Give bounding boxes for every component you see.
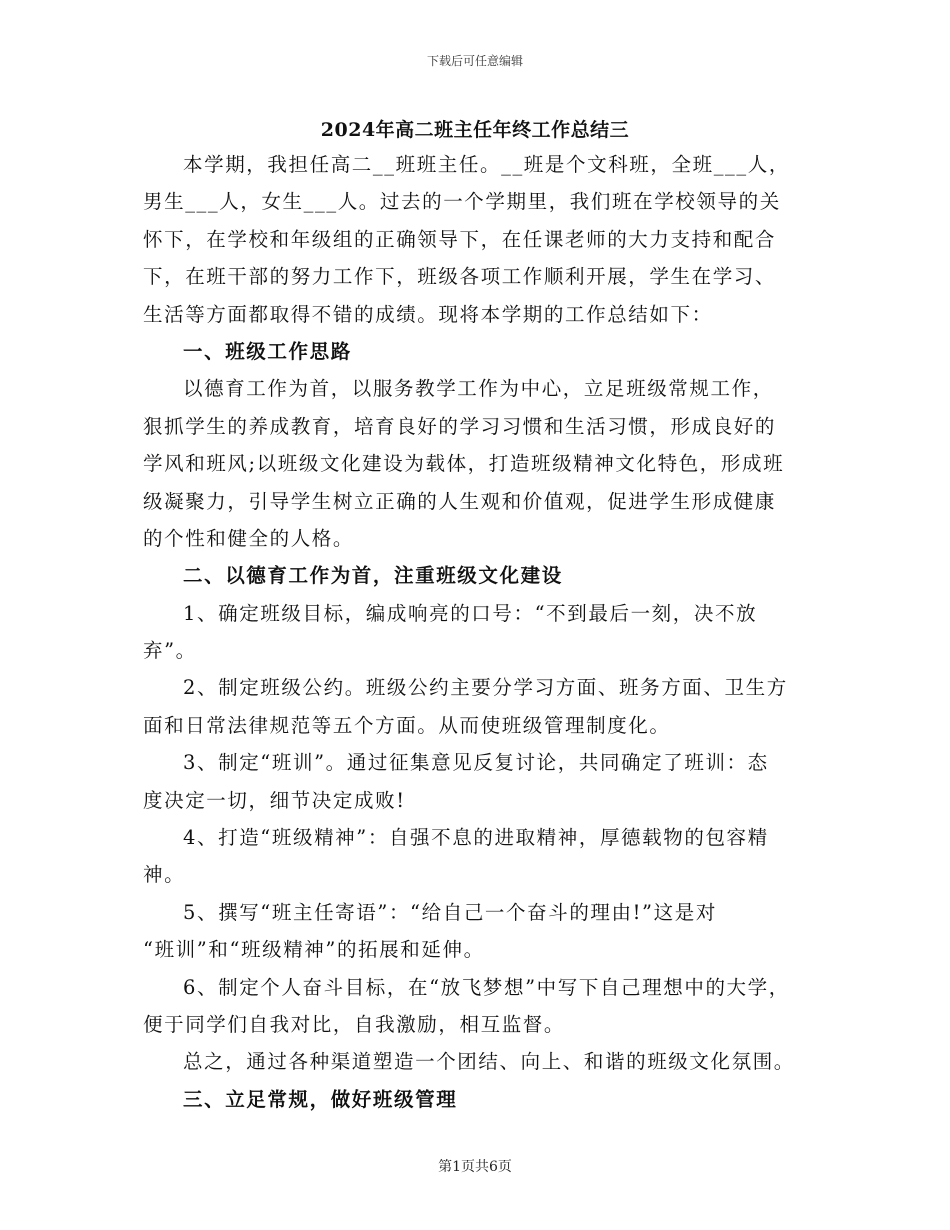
paragraph-line: 便于同学们自我对比，自我激励，相互监督。 [143,1012,566,1036]
section-heading: 三、立足常规，做好班级管理 [183,1087,458,1111]
page-footer: 第1页共6页 [438,1159,512,1175]
paragraph-line: 4、打造“班级精神”：自强不息的进取精神，厚德载物的包容精 [183,826,769,850]
paragraph-line: 度决定一切，细节决定成败! [143,788,406,812]
paragraph-line: 6、制定个人奋斗目标，在“放飞梦想”中写下自己理想中的大学， [183,975,790,999]
section-heading: 一、班级工作思路 [183,339,352,363]
paragraph-line: 的个性和健全的人格。 [143,526,355,550]
page-header: 下载后可任意编辑 [426,54,523,68]
paragraph-line: 2、制定班级公约。班级公约主要分学习方面、班务方面、卫生方 [183,676,788,700]
section-heading: 二、以德育工作为首，注重班级文化建设 [183,564,563,588]
document-body [143,146,823,1118]
paragraph-line: 弃”。 [143,639,197,663]
paragraph-line: 学风和班风;以班级文化建设为载体，打造班级精神文化特色，形成班 [143,452,785,476]
paragraph-line: 狠抓学生的养成教育，培育良好的学习习惯和生活习惯，形成良好的 [143,414,777,438]
paragraph-line: 总之，通过各种渠道塑造一个团结、向上、和谐的班级文化氛围。 [183,1050,795,1074]
paragraph-line: 面和日常法律规范等五个方面。从而使班级管理制度化。 [143,713,671,737]
paragraph-line: 级凝聚力，引导学生树立正确的人生观和价值观，促进学生形成健康 [143,489,777,513]
paragraph-line: 5、撰写“班主任寄语”：“给自己一个奋斗的理由!”这是对 [183,900,717,924]
paragraph-line: 神。 [143,863,186,887]
paragraph-line: 下，在班干部的努力工作下，班级各项工作顺利开展，学生在学习、 [143,265,777,289]
paragraph-line: 本学期，我担任高二__班班主任。__班是个文科班，全班___人， [183,153,790,176]
paragraph-line: 生活等方面都取得不错的成绩。现将本学期的工作总结如下： [143,302,713,326]
document-title: 2024年高二班主任年终工作总结三 [320,119,630,141]
paragraph-line: 1、确定班级目标，编成响亮的口号：“不到最后一刻，决不放 [183,601,758,625]
paragraph-line: 3、制定“班训”。通过征集意见反复讨论，共同确定了班训：态 [183,751,769,775]
paragraph-line: “班训”和“班级精神”的拓展和延伸。 [143,938,485,962]
paragraph-line: 男生___人，女生___人。过去的一个学期里，我们班在学校领导的关 [143,190,781,214]
paragraph-line: 怀下，在学校和年级组的正确领导下，在任课老师的大力支持和配合 [143,227,777,251]
paragraph-line: 以德育工作为首，以服务教学工作为中心，立足班级常规工作， [183,377,774,401]
